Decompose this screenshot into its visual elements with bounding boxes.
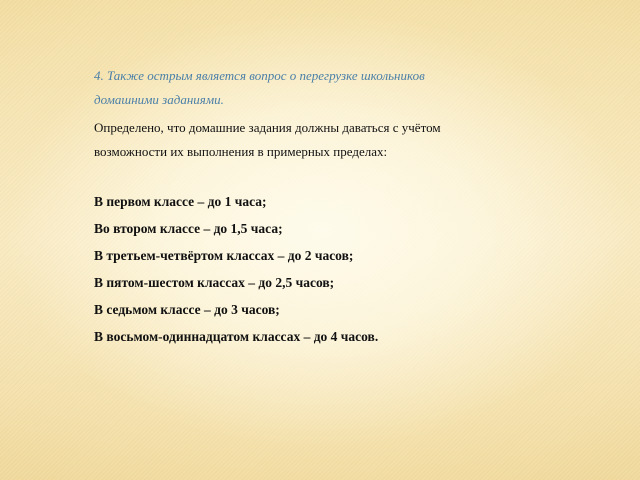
intro-line-1: Определено, что домашние задания должны даваться с учётом — [94, 120, 441, 135]
norm-grade-2: Во втором классе – до 1,5 часа; — [94, 221, 283, 236]
heading-line-1: 4. Также острым является вопрос о перегрузке школьников — [94, 68, 425, 83]
norm-grade-8-11: В восьмом-одиннадцатом классах – до 4 часов. — [94, 329, 379, 344]
homework-norms-list — [94, 188, 614, 350]
slide-heading — [94, 64, 614, 112]
norm-grade-1: В первом классе – до 1 часа; — [94, 194, 267, 209]
slide-content — [94, 64, 614, 350]
intro-line-2: возможности их выполнения в примерных пределах: — [94, 144, 388, 159]
intro-paragraph — [94, 116, 614, 164]
norm-grade-5-6: В пятом-шестом классах – до 2,5 часов; — [94, 275, 335, 290]
heading-line-2: домашними заданиями. — [94, 92, 224, 107]
norm-grade-7: В седьмом классе – до 3 часов; — [94, 302, 280, 317]
norm-grade-3-4: В третьем-четвёртом классах – до 2 часов; — [94, 248, 354, 263]
